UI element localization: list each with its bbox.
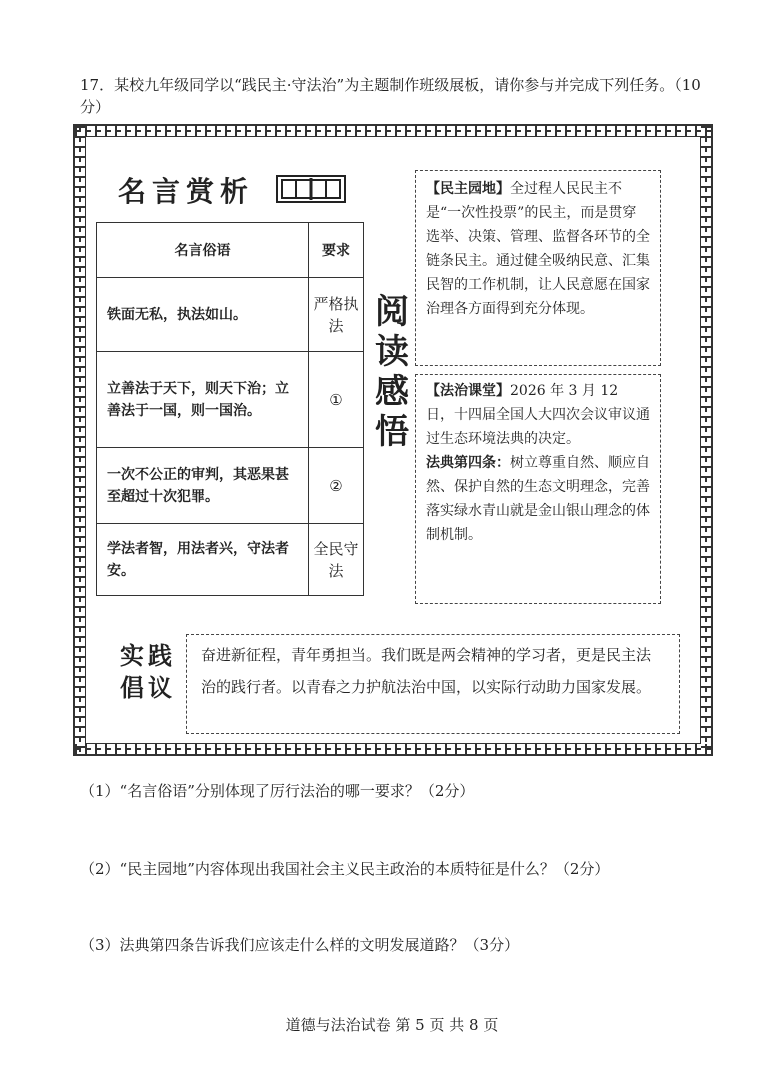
law-text: 2026 年 3 月 12 日，十四届全国人大四次会议审议通过生态环境法典的决定。	[426, 383, 650, 447]
question-intro: 17．某校九年级同学以“践民主·守法治”为主题制作班级展板，请你参与并完成下列任务。（10分）	[80, 76, 701, 116]
democracy-garden-box	[415, 170, 661, 366]
sayings-title: 名言赏析	[118, 175, 255, 208]
page-footer: 道德与法治试卷 第 5 页 共 8 页	[285, 1016, 499, 1034]
frame-pattern-top	[75, 126, 711, 136]
frame-pattern-right	[701, 126, 711, 754]
table-header-row	[97, 223, 364, 278]
reading-title: 阅读感悟	[375, 292, 409, 452]
sub-question-1: （1）“名言俗语”分别体现了厉行法治的哪一要求？（2分）	[80, 782, 475, 800]
practice-box: 奋进新征程，青年勇担当。我们既是两会精神的学习者，更是民主法治的践行者。以青春之力护航法治中国，以实际行动助力国家发展。	[186, 634, 680, 734]
sayings-table	[96, 222, 364, 596]
democracy-heading: 【民主园地】	[426, 181, 510, 197]
democracy-text: 全过程人民民主不是“一次性投票”的民主，而是贯穿选举、决策、管理、监督各环节的全链条民主。通过健全吸纳民意、汇集民智的工作机制，让人民意愿在国家治理各方面得到充分体现。	[426, 181, 650, 317]
saying-text: 铁面无私，执法如山。	[97, 278, 309, 352]
article-text: 树立尊重自然、顺应自然、保护自然的生态文明理念，完善落实绿水青山就是金山银山理念的体制机制。	[426, 455, 650, 543]
table-row	[97, 524, 364, 596]
saying-text: 一次不公正的审判，其恶果甚至超过十次犯罪。	[97, 448, 309, 524]
requirement-blank-1: ①	[309, 352, 364, 448]
header-saying: 名言俗语	[97, 223, 309, 278]
practice-title: 实践倡议	[120, 641, 176, 702]
requirement-text: 全民守法	[309, 524, 364, 596]
saying-text: 立善法于天下，则天下治；立善法于一国，则一国治。	[97, 352, 309, 448]
frame-pattern-bottom	[75, 744, 711, 754]
requirement-blank-2: ②	[309, 448, 364, 524]
frame-pattern-left	[75, 126, 85, 754]
table-row	[97, 278, 364, 352]
book-icon	[276, 174, 346, 204]
law-class-box	[415, 374, 661, 604]
requirement-text: 严格执法	[309, 278, 364, 352]
sub-question-3: （3）法典第四条告诉我们应该走什么样的文明发展道路？（3分）	[80, 936, 520, 954]
saying-text: 学法者智，用法者兴，守法者安。	[97, 524, 309, 596]
table-row	[97, 352, 364, 448]
law-heading: 【法治课堂】	[426, 383, 510, 399]
header-requirement: 要求	[309, 223, 364, 278]
table-row	[97, 448, 364, 524]
sub-question-2: （2）“民主园地”内容体现出我国社会主义民主政治的本质特征是什么？（2分）	[80, 860, 610, 878]
article-label: 法典第四条：	[426, 455, 510, 471]
